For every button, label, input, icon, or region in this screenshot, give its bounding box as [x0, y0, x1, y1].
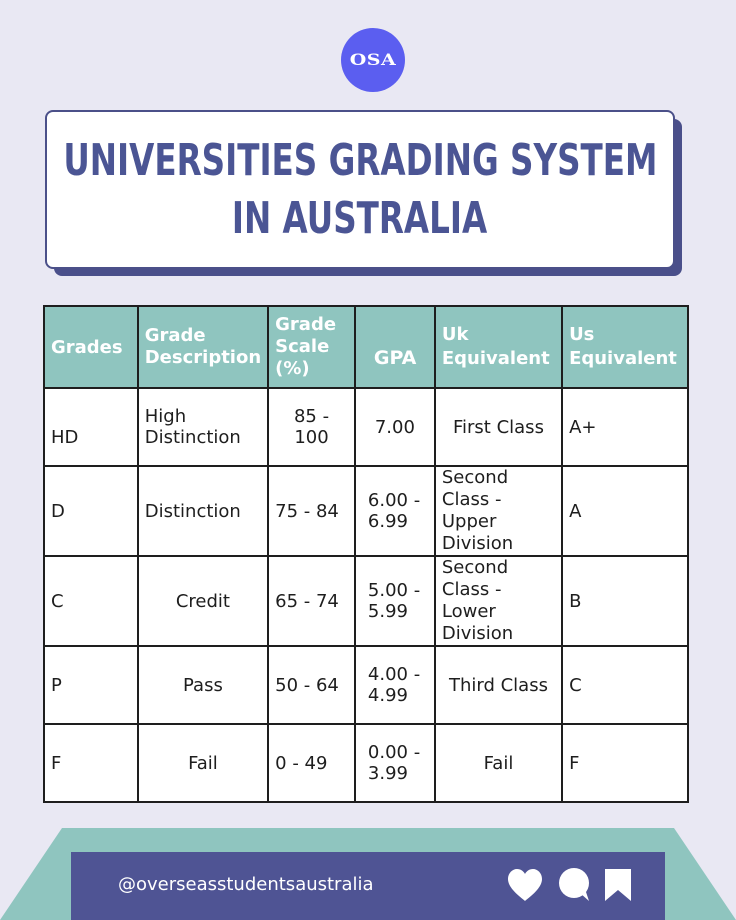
logo-text: OSA — [349, 50, 397, 70]
header-uk-equivalent: Uk Equivalent — [435, 306, 562, 388]
table-header-row — [44, 306, 688, 388]
header-grade-description: Grade Description — [138, 306, 268, 388]
cell-scale: 65 - 74 — [268, 556, 355, 646]
cell-description: Fail — [138, 724, 268, 802]
cell-gpa: 6.00 - 6.99 — [355, 466, 435, 556]
heart-icon[interactable] — [506, 868, 544, 902]
cell-uk: Second Class - Lower Division — [435, 556, 562, 646]
cell-description: Pass — [138, 646, 268, 724]
cell-uk: Second Class - Upper Division — [435, 466, 562, 556]
cell-scale: 0 - 49 — [268, 724, 355, 802]
cell-grade: C — [44, 556, 138, 646]
bookmark-icon[interactable] — [604, 868, 632, 902]
cell-uk: Third Class — [435, 646, 562, 724]
cell-grade: P — [44, 646, 138, 724]
header-grades: Grades — [44, 306, 138, 388]
cell-us: F — [562, 724, 688, 802]
cell-gpa: 7.00 — [355, 388, 435, 466]
comment-icon[interactable] — [556, 867, 592, 903]
cell-description: Distinction — [138, 466, 268, 556]
header-gpa: GPA — [355, 306, 435, 388]
grading-table — [43, 305, 689, 803]
cell-us: A — [562, 466, 688, 556]
cell-grade: F — [44, 724, 138, 802]
table-row — [44, 646, 688, 724]
cell-gpa: 5.00 - 5.99 — [355, 556, 435, 646]
logo-badge — [341, 28, 405, 92]
cell-us: C — [562, 646, 688, 724]
cell-uk: First Class — [435, 388, 562, 466]
cell-grade: HD — [44, 388, 138, 466]
table-row — [44, 388, 688, 466]
cell-scale: 75 - 84 — [268, 466, 355, 556]
page-title-line-2: IN AUSTRALIA — [232, 192, 488, 244]
table-row — [44, 466, 688, 556]
cell-us: A+ — [562, 388, 688, 466]
social-icons — [506, 867, 632, 903]
header-us-equivalent: Us Equivalent — [562, 306, 688, 388]
table-row — [44, 724, 688, 802]
cell-description: High Distinction — [138, 388, 268, 466]
cell-gpa: 0.00 - 3.99 — [355, 724, 435, 802]
cell-uk: Fail — [435, 724, 562, 802]
cell-grade: D — [44, 466, 138, 556]
cell-scale: 85 - 100 — [268, 388, 355, 466]
title-card — [45, 110, 675, 269]
table-row — [44, 556, 688, 646]
page-title-line-1: UNIVERSITIES GRADING SYSTEM — [62, 134, 658, 186]
cell-us: B — [562, 556, 688, 646]
cell-scale: 50 - 64 — [268, 646, 355, 724]
social-handle[interactable]: @overseasstudentsaustralia — [118, 874, 374, 895]
cell-gpa: 4.00 - 4.99 — [355, 646, 435, 724]
cell-description: Credit — [138, 556, 268, 646]
header-grade-scale: Grade Scale (%) — [268, 306, 355, 388]
